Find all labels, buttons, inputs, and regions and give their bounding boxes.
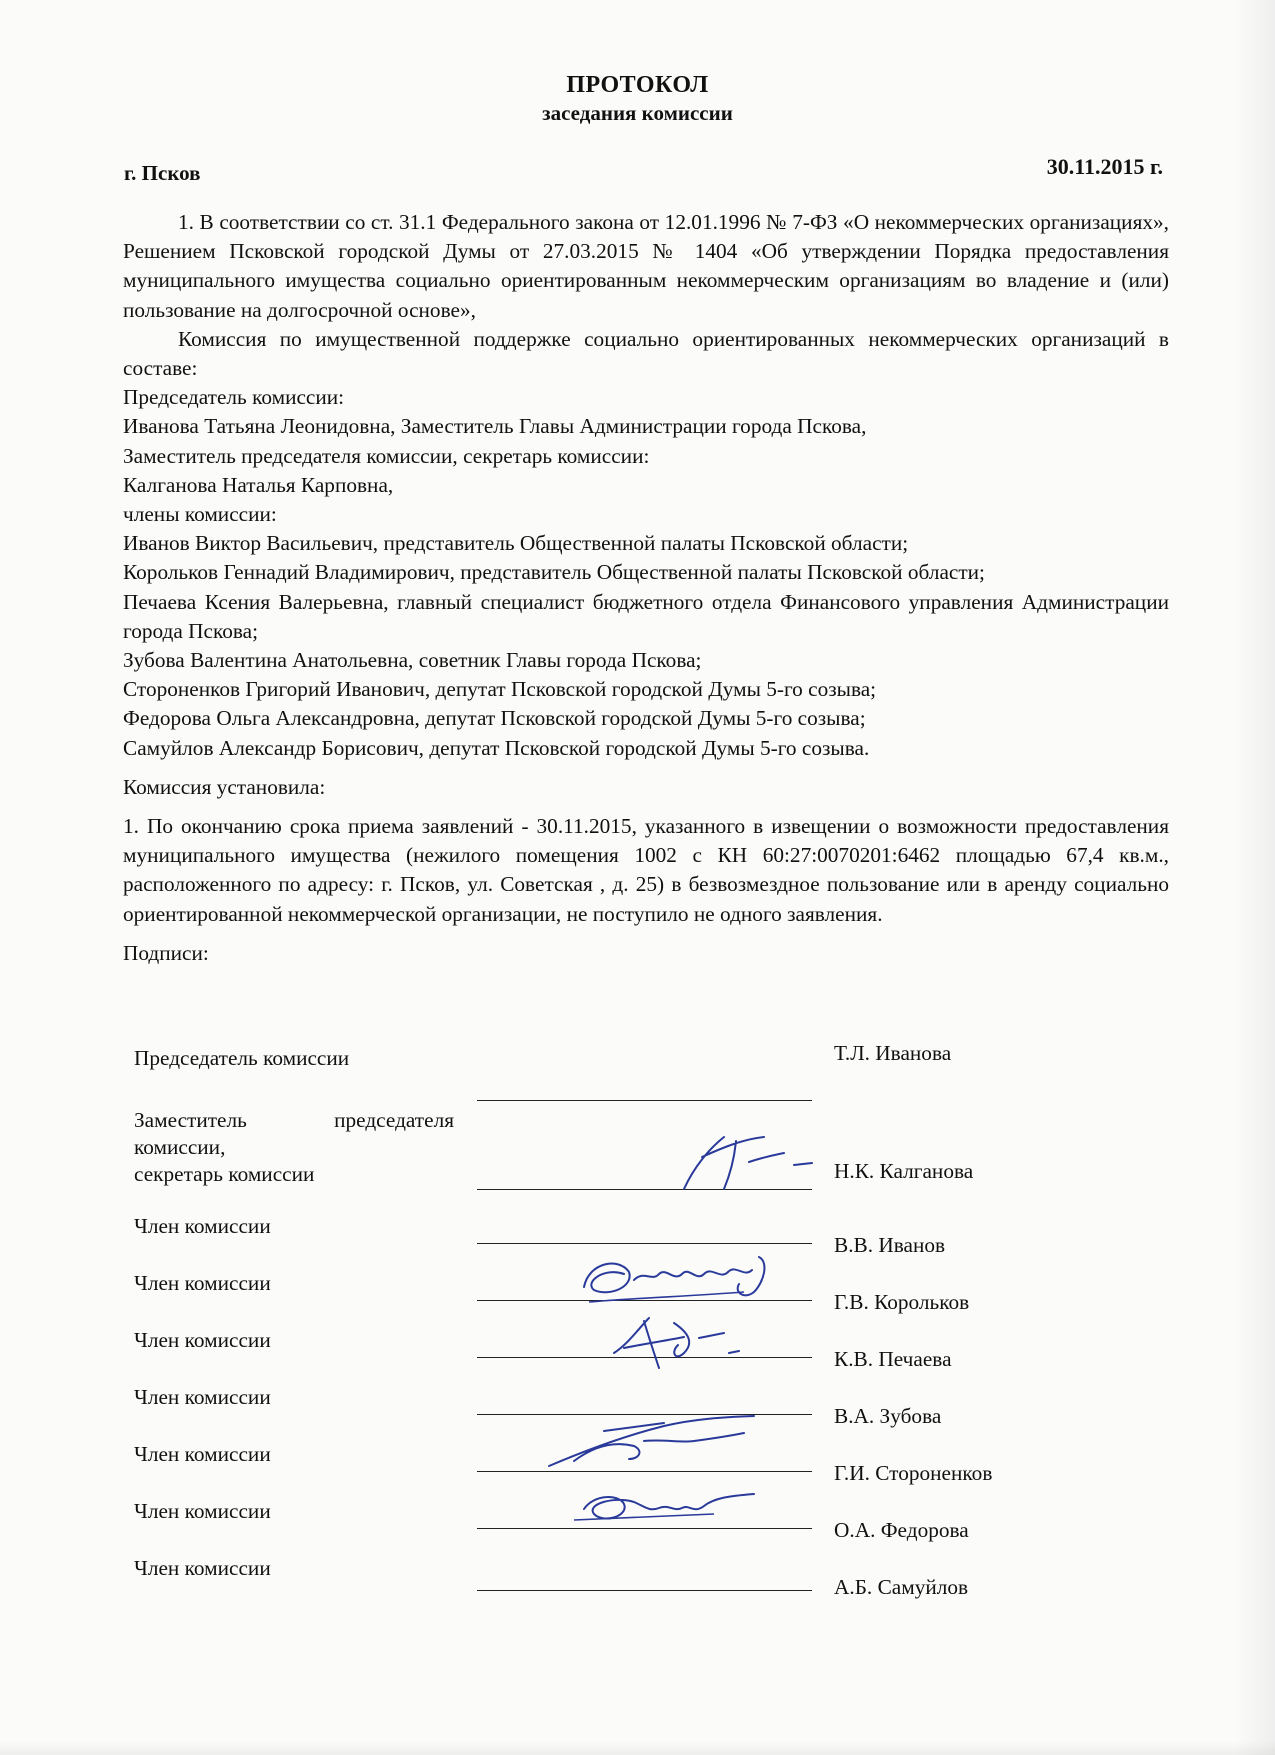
commission-intro-paragraph: Комиссия по имущественной поддержке социально ориентированных некоммерческих организаций в составе: <box>123 326 1169 381</box>
finding-paragraph: 1. По окончанию срока приема заявлений - 30.11.2015, указанного в извещении о возможности предоставления муниципального имущества (нежилого помещения 1002 с КН 60:27:0070201:6462 площадью 67,4 кв.м., расположенного по адресу: г. Псков, ул. Советская , д. 25) в безвозмездное пользование или в аренду социально ориентированной некоммерческой организации, не поступило не одного заявления. <box>123 814 1169 926</box>
handwritten-signature <box>604 1313 754 1373</box>
handwritten-signature <box>654 1127 814 1197</box>
signatory-name: Г.В. Корольков <box>834 1290 970 1314</box>
signature-line <box>477 1100 812 1101</box>
member-line: Стороненков Григорий Иванович, депутат Псковской городской Думы 5-го созыва; <box>123 677 877 702</box>
member-line: Федорова Ольга Александровна, депутат Псковской городской Думы 5-го созыва; <box>123 706 866 731</box>
signature-role: Член комиссии <box>134 1385 271 1409</box>
scan-edge-shadow <box>1235 0 1275 1755</box>
signature-role: Член комиссии <box>134 1442 271 1466</box>
member-line: Председатель комиссии: <box>123 385 345 410</box>
member-line: Заместитель председателя комиссии, секретарь комиссии: <box>123 443 650 468</box>
signature-role: Председатель комиссии <box>134 1046 350 1070</box>
signature-line <box>477 1590 812 1591</box>
member-line: Корольков Геннадий Владимирович, представитель Общественной палаты Псковской области; <box>123 560 985 585</box>
signatory-name: К.В. Печаева <box>834 1347 952 1371</box>
member-line: Иванова Татьяна Леонидовна, Заместитель Главы Администрации города Пскова, <box>123 414 867 439</box>
handwritten-signature <box>574 1252 774 1312</box>
document-city: г. Псков <box>124 161 201 185</box>
signature-role: Член комиссии <box>134 1328 271 1352</box>
signatory-name: В.А. Зубова <box>834 1404 942 1428</box>
signatory-name: А.Б. Самуйлов <box>834 1575 969 1599</box>
member-line: Зубова Валентина Анатольевна, советник Главы города Пскова; <box>123 648 702 673</box>
signatory-name: Н.К. Калганова <box>834 1159 974 1183</box>
signatory-name: О.А. Федорова <box>834 1518 969 1542</box>
member-line: Иванов Виктор Васильевич, представитель Общественной палаты Псковской области; <box>123 531 909 556</box>
signatory-name: Т.Л. Иванова <box>834 1041 952 1065</box>
scan-bottom-edge <box>0 1741 1275 1755</box>
document-body <box>123 208 1169 968</box>
signature-role: Член комиссии <box>134 1499 271 1523</box>
signature-role: Член комиссии <box>134 1214 271 1238</box>
member-line: члены комиссии: <box>123 502 277 527</box>
document-title: ПРОТОКОЛ <box>566 72 709 98</box>
document-subtitle: заседания комиссии <box>542 101 733 125</box>
document-date: 30.11.2015 г. <box>1046 154 1163 179</box>
signature-role: Член комиссии <box>134 1271 271 1295</box>
signature-line <box>477 1243 812 1244</box>
handwritten-signature <box>544 1411 764 1481</box>
signature-role: секретарь комиссии <box>134 1162 315 1186</box>
member-line: Самуйлов Александр Борисович, депутат Псковской городской Думы 5-го созыва. <box>123 735 870 760</box>
member-line: Калганова Наталья Карповна, <box>123 472 394 497</box>
signatory-name: Г.И. Стороненков <box>834 1461 993 1485</box>
signature-role: Заместитель председателя комиссии, <box>134 1108 454 1159</box>
signatures-heading: Подписи: <box>123 940 209 965</box>
legal-basis-paragraph: 1. В соответствии со ст. 31.1 Федерального закона от 12.01.1996 № 7-ФЗ «О некоммерческих организациях», Решением Псковской городской Думы от 27.03.2015 № 1404 «Об утверждении Порядка предоставления муниципального имущества социально ориентированным некоммерческим организациям во владение и (или) пользование на долгосрочной основе», <box>123 210 1169 322</box>
signature-role: Член комиссии <box>134 1556 271 1580</box>
signatory-name: В.В. Иванов <box>834 1233 946 1257</box>
handwritten-signature <box>564 1484 764 1534</box>
established-heading: Комиссия установила: <box>123 774 326 799</box>
member-line: Печаева Ксения Валерьевна, главный специалист бюджетного отдела Финансового управления Администрации города Пскова; <box>123 589 1169 643</box>
